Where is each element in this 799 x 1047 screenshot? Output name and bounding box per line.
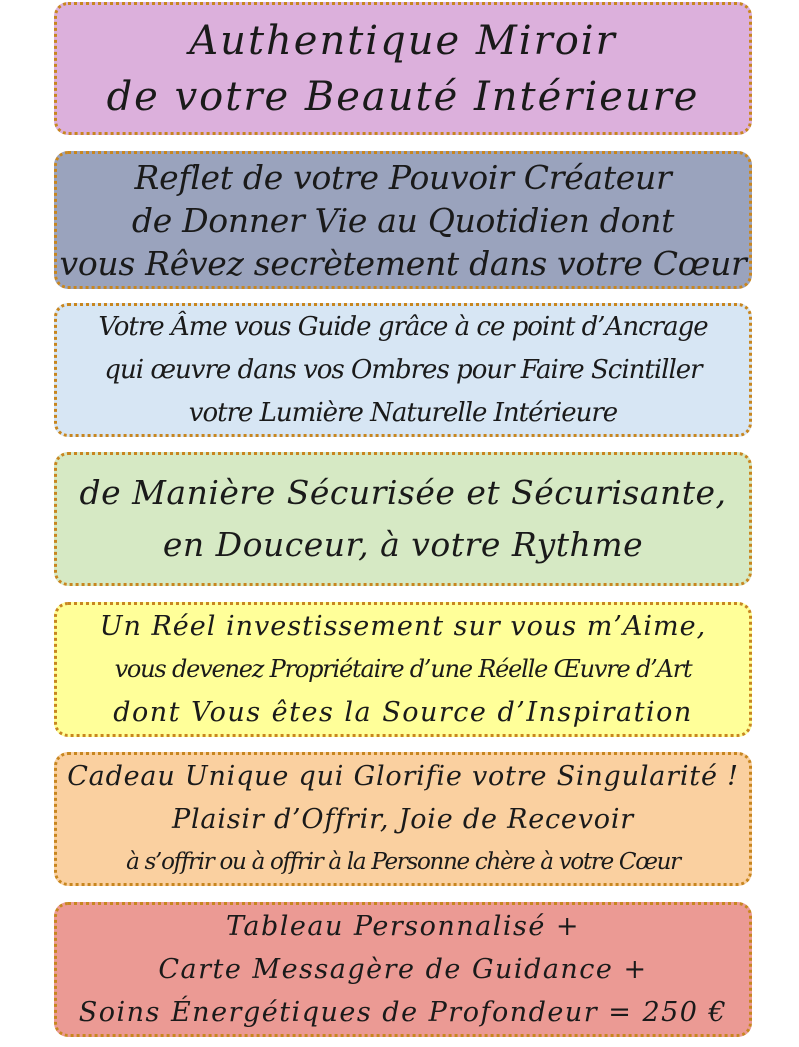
securisee-box: [54, 452, 752, 586]
reflet-line-3: vous Rêvez secrètement dans votre Cœur: [59, 243, 747, 283]
cadeau-line-3: à s’offrir ou à offrir à la Personne chère à votre Cœur: [126, 848, 680, 875]
investissement-line-2: vous devenez Propriétaire d’une Réelle Œuvre d’Art: [114, 655, 692, 683]
reflet-box: [54, 151, 752, 289]
reflet-line-1: Reflet de votre Pouvoir Créateur: [134, 157, 672, 197]
cadeau-line-1: Cadeau Unique qui Glorifie votre Singularité !: [67, 760, 739, 792]
cadeau-box: [54, 752, 752, 886]
investissement-box: [54, 602, 752, 737]
ame-guide-line-1: Votre Âme vous Guide grâce à ce point d’Ancrage: [98, 311, 708, 342]
securisee-line-1: de Manière Sécurisée et Sécurisante,: [79, 473, 727, 512]
investissement-line-3: dont Vous êtes la Source d’Inspiration: [113, 697, 693, 728]
title-line-1: Authentique Miroir: [189, 17, 617, 64]
title-box: [54, 2, 752, 135]
ame-guide-line-2: qui œuvre dans vos Ombres pour Faire Scintiller: [104, 354, 702, 385]
price-line-1: Tableau Personnalisé +: [225, 911, 581, 942]
cadeau-line-2: Plaisir d’Offrir, Joie de Recevoir: [172, 803, 634, 835]
price-line-3: Soins Énergétiques de Profondeur = 250 €: [78, 997, 728, 1028]
ame-guide-box: [54, 303, 752, 437]
investissement-line-1: Un Réel investissement sur vous m’Aime,: [99, 611, 707, 642]
price-line-2: Carte Messagère de Guidance +: [158, 954, 648, 985]
securisee-line-2: en Douceur, à votre Rythme: [162, 525, 644, 564]
title-line-2: de votre Beauté Intérieure: [106, 73, 700, 120]
reflet-line-2: de Donner Vie au Quotidien dont: [131, 200, 675, 240]
price-box: [54, 902, 752, 1037]
ame-guide-line-3: votre Lumière Naturelle Intérieure: [188, 397, 618, 428]
